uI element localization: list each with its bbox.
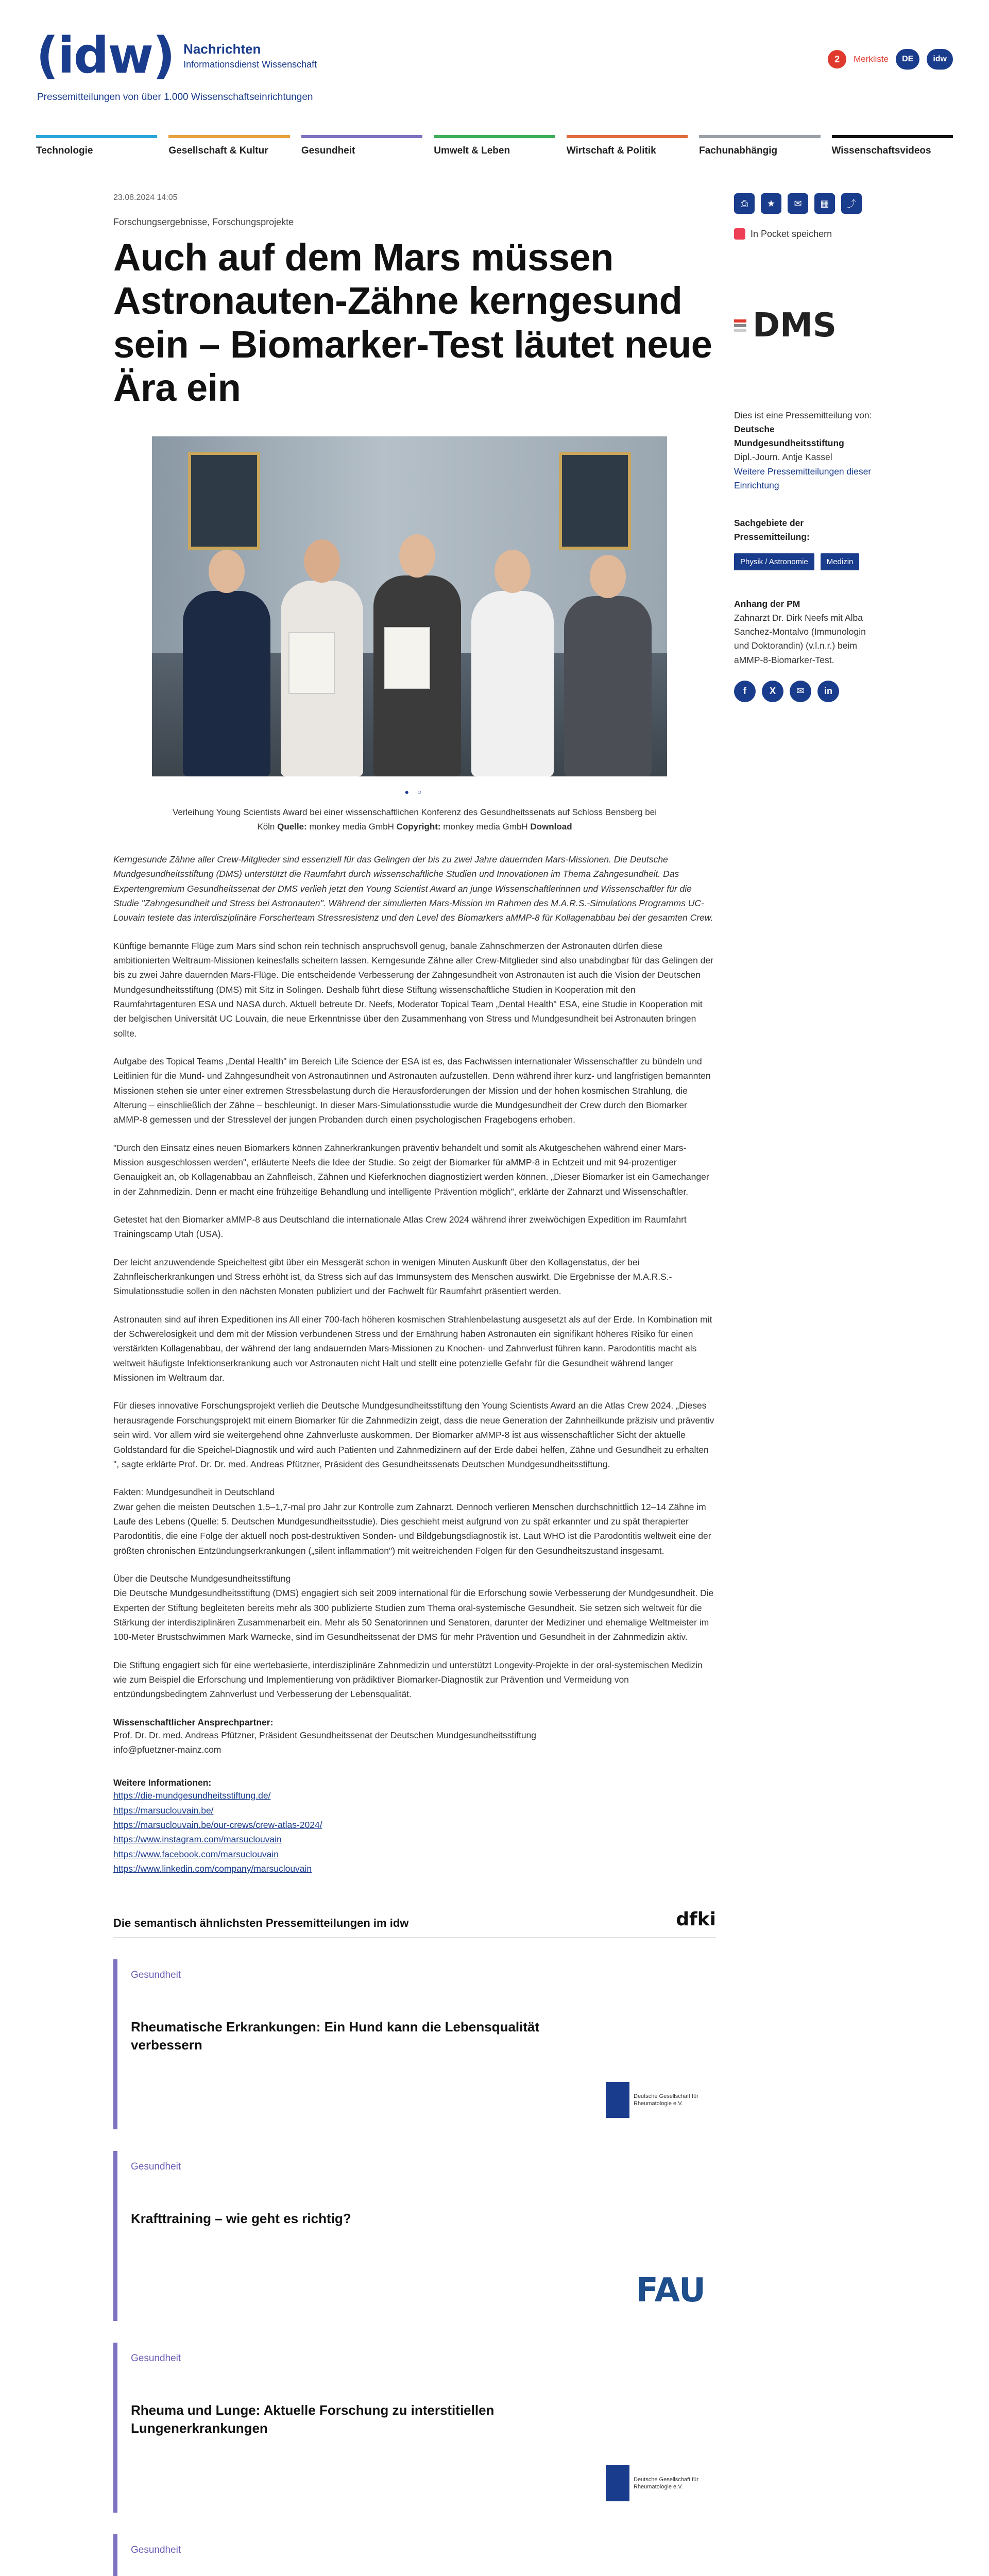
article: [113, 193, 716, 2576]
caption-source-label: Quelle:: [277, 821, 307, 832]
paragraph: "Durch den Einsatz eines neuen Biomarkers können Zahnerkrankungen präventiv behandelt und somit als Akutgeschehen während einer Mars-Mission ausgeschlossen werden", erläuterte Neefs die Idee der Studie. So zeigt der Biomarker für aMMP-8 in Echtzeit und mit 94-prozentiger Genauigkeit an, ob Kollagenabbau an Zahnfleisch, Zähnen und Kieferknochen diagnostiziert werden können. „Dieser Biomarker ist ein Gamechanger in der Zahnmedizin. Denn er macht eine frühzeitige Behandlung und intelligente Prävention möglich", erklärte der Zahnarzt und Wissenschaftler.: [113, 1142, 709, 1197]
x-icon[interactable]: X: [762, 681, 783, 702]
pocket-icon: [734, 228, 745, 240]
org-person: Dipl.-Journ. Antje Kassel: [734, 452, 832, 463]
print-icon[interactable]: ⎙: [734, 193, 755, 214]
caption-copyright: monkey media GmbH: [443, 821, 528, 832]
info-link[interactable]: https://www.facebook.com/marsuclouvain: [113, 1849, 279, 1859]
logo-subtitle: Informationsdienst Wissenschaft: [183, 59, 317, 70]
lead-paragraph: Kerngesunde Zähne aller Crew-Mitglieder sind essenziell für das Gelingen der bis zu zwei Jahre dauernden Mars-Missionen. Die Deutsche Mundgesundheitsstiftung (DMS) unterstützt die Raumfahrt durch wissenschaftliche Studien und Innovationen im Thema Zahngesundheit. Das Expertengremium Gesundheitssenat der DMS verlieh jetzt den Young Scientist Award an junge Wissenschaftlerinnen und Wissenschaftler für die Studie "Zahngesundheit und Stress bei Astronauten". Während der simulierten Mars-Mission im Rahmen des M.A.R.S.-Simulations Programms UC-Louvain testete das interdisziplinäre Forscherteam Stressresistenz und den Level des Biomarkers aMMP-8 für Kollagenabbau bei der gesamten Crew.: [113, 854, 713, 923]
bookmark-count-badge[interactable]: 2: [828, 50, 846, 69]
paragraph: Aufgabe des Topical Teams „Dental Health" im Bereich Life Science der ESA ist es, das Fachwissen internationaler Wissenschaftler zu bündeln und Leitlinien für die Mund- und Zahngesundheit von Astronautinnen und Astronauten aufzustellen. Denn während ihrer kurz- und langfristigen bemannten Missionen stehen sie unter einer extremen Stressbelastung durch die Herausforderungen der Mission und der hohen kosmischen Strahlung, die Alterung – einschließlich der Zähne – beschleunigt. In dieser Mars-Simulationsstudie wurde die Mundgesundheit der Crew durch den Biomarker aMMP-8 gemessen und der Stresslevel der jungen Probanden durch einen psychologischen Fragebogens erhoben.: [113, 1056, 711, 1125]
download-link[interactable]: Download: [530, 821, 572, 832]
related-title[interactable]: Rheumatische Erkrankungen: Ein Hund kann die Lebensqualität verbessern: [131, 2019, 540, 2053]
nav-umwelt[interactable]: [434, 135, 555, 166]
paragraph: Der leicht anzuwendende Speicheltest gibt über ein Messgerät schon in wenigen Minuten Auskunft über den Kollagenstatus, der bei Zahnfleischerkrankungen und Stress erhöht ist, da Stress sich auf das Immunsystem des Menschen auswirkt. Die Ergebnisse der M.A.R.S.-Simulationsstudie sollen in den nächsten Monaten publiziert und der Fachwelt für Raumfahrt präsentiert werden.: [113, 1257, 672, 1297]
language-button[interactable]: DE: [896, 49, 919, 70]
caption-copyright-label: Copyright:: [396, 821, 441, 832]
logo-mark: (idw): [36, 27, 175, 84]
paragraph: Getestet hat den Biomarker aMMP-8 aus Deutschland die internationale Atlas Crew 2024 während ihrer zweiwöchigen Expedition im Raumfahrt Trainingscamp Utah (USA).: [113, 1214, 687, 1240]
nav-label: Gesundheit: [301, 145, 355, 156]
logo-title: Nachrichten: [183, 41, 261, 57]
paragraph: Astronauten sind auf ihren Expeditionen ins All einer 700-fach höheren kosmischen Strahlenbelastung ausgesetzt als auf der Erde. In Kombination mit der Schwerelosigkeit und dem mit der Mission verbundenen Stress und der Ernährung haben Astronauten ein signifikant höheres Risiko für einen verstärkten Kollagenabbau, der während der lang andauernden Mars-Missionen zu Knochen- und Zahnverlust führen kann. Parodontitis macht als weltweit häufigste Infektionserkrankung auch vor Astronauten nicht Halt und stellt eine potenzielle Gefahr für die Gesundheit während langer Missionen im Weltraum dar.: [113, 1314, 712, 1383]
calendar-icon[interactable]: ▦: [814, 193, 835, 214]
nav-videos[interactable]: [832, 135, 953, 166]
nav-label: Wirtschaft & Politik: [566, 145, 656, 156]
related-item[interactable]: [113, 2343, 716, 2513]
related-category: Gesundheit: [131, 2545, 181, 2556]
info-link[interactable]: https://www.linkedin.com/company/marsuclouvain: [113, 1863, 312, 1874]
photo-caption: [113, 805, 716, 833]
related-category: Gesundheit: [131, 2161, 181, 2173]
related-item[interactable]: [113, 1959, 716, 2129]
related-category: Gesundheit: [131, 2353, 181, 2364]
attachment-label: Anhang der PM: [734, 599, 800, 609]
nav-technologie[interactable]: [36, 135, 157, 166]
paragraph: Die Stiftung engagiert sich für eine wertebasierte, interdisziplinäre Zahnmedizin und unterstützt Longevity-Projekte in der oral-systemischen Medizin wie zum Beispiel die Erforschung und Implementierung von prädiktiver Biomarker-Diagnostik zur Prävention und Vermeidung von entzündungsbedingtem Zahnverlust und Verbesserung der Lebensqualität.: [113, 1659, 703, 1700]
mail-share-icon[interactable]: ✉: [790, 681, 811, 702]
nav-gesundheit[interactable]: [301, 135, 422, 166]
related-title[interactable]: Rheuma und Lunge: Aktuelle Forschung zu interstitiellen Lungenerkrankungen: [131, 2402, 494, 2436]
facebook-icon[interactable]: f: [734, 681, 756, 702]
linkedin-icon[interactable]: in: [817, 681, 839, 702]
info-label: Weitere Informationen:: [113, 1777, 212, 1788]
facts-paragraph: Fakten: Mundgesundheit in Deutschland Zwar gehen die meisten Deutschen 1,5–1,7-mal pro Jahr zur Kontrolle zum Zahnarzt. Dennoch verlieren Menschen durchschnittlich 12–14 Zähne im Laufe des Lebens (Quelle: 5. Deutschen Mundgesundheitsstudie). Dies geschieht meist aufgrund von zu spät erkannter und zu spät therapierter Parodontitis, die eine Folge der aktuell noch post-destruktiven Sonden- und Bildgebungsdiagnostik ist. Laut WHO ist die Parodontitis weltweit eine der größten chronischen Entzündungserkrankungen („silent inflammation") mit weitreichenden Folgen für den Gesundheitszustand insgesamt.: [113, 1487, 711, 1556]
paragraph: Künftige bemannte Flüge zum Mars sind schon rein technisch anspruchsvoll genug, banale Zahnschmerzen der Astronauten dürfen diese ambitionierten Weltraum-Missionen keinesfalls scheitern lassen. Kerngesunde Zähne aller Crew-Mitglieder sind also unabdingbar für das Gelingen der bis zu zwei Jahre dauernden Mars-Flüge. Die entscheidende Verbesserung der Zahngesundheit von Astronauten ist auch die Vision der Deutschen Mundgesundheitsstiftung (DMS) mit Sitz in Solingen. Deshalb führt diese Stiftung wissenschaftliche Studien in Kooperation mit den Raumfahrtagenturen ESA und NASA durch. Aktuell betreute Dr. Neefs, Moderator Topical Team „Dental Health" ESA, eine Studie in Kooperation mit der belgischen Universität UC Louvain, die neue Erkenntnisse über den Zusammenhang von Stress und Mundgesundheit bei Astronauten bringen sollte.: [113, 940, 714, 1039]
contact-block: [113, 1717, 716, 1757]
caption-source: monkey media GmbH: [309, 821, 394, 832]
contact-email[interactable]: info@pfuetzner-mainz.com: [113, 1744, 221, 1755]
org-more-link[interactable]: Weitere Pressemitteilungen dieser Einrichtung: [734, 466, 872, 490]
dms-logo: DMS: [734, 307, 881, 345]
nav-label: Technologie: [36, 145, 93, 156]
site-header: [0, 0, 989, 139]
sidebar: [734, 193, 881, 702]
nav-wirtschaft[interactable]: [567, 135, 688, 166]
contact-name: Prof. Dr. Dr. med. Andreas Pfützner, Präsident Gesundheitssenat der Deutschen Mundgesundheitsstiftung: [113, 1730, 537, 1740]
subjects-label: Sachgebiete der Pressemitteilung:: [734, 517, 810, 542]
info-link[interactable]: https://marsuclouvain.be/our-crews/crew-atlas-2024/: [113, 1820, 322, 1831]
dgrh-logo: Deutsche Gesellschaft für Rheumatologie e.V.: [606, 2082, 706, 2118]
idw-logo[interactable]: [36, 27, 317, 84]
article-category: Forschungsergebnisse, Forschungsprojekte: [113, 217, 294, 227]
article-body: [113, 852, 716, 1702]
related-heading: Die semantisch ähnlichsten Pressemitteilungen im idw: [113, 1917, 409, 1930]
main-nav: [36, 135, 953, 166]
about-paragraph: Über die Deutsche Mundgesundheitsstiftung Die Deutsche Mundgesundheitsstiftung (DMS) engagiert sich seit 2009 international für die Erforschung sowie Verbesserung der Mundgesundheit. Die Experten der Stiftung begleiteten bereits mehr als 300 publizierte Studien zum Thema oral-systemische Gesundheit. Sie setzen sich weltweit für die Stärkung der interdisziplinären Zusammenarbeit ein. Mehr als 50 Senatorinnen und Senatoren, darunter der Mediziner und ehemalige Weltmeister im 100-Meter Brustschwimmen Mark Warnecke, sind im Gesundheitssenat der DMS für mehr Prävention und Gesundheit in der Zahnmedizin aktiv.: [113, 1573, 714, 1642]
bookmark-icon[interactable]: ★: [761, 193, 781, 214]
slider-dots[interactable]: ● ○: [404, 788, 425, 796]
pocket-label: In Pocket speichern: [751, 228, 832, 239]
info-block: [113, 1777, 716, 1876]
fau-logo: FAU: [636, 2272, 706, 2310]
article-photo[interactable]: [152, 436, 667, 776]
nav-label: Fachunabhängig: [699, 145, 778, 156]
org-intro: Dies ist eine Pressemitteilung von:: [734, 410, 872, 420]
bookmark-link[interactable]: Merkliste: [854, 54, 889, 64]
nav-fachunabhaengig[interactable]: [699, 135, 820, 166]
share-icon[interactable]: ⤴: [841, 193, 862, 214]
contact-label: Wissenschaftlicher Ansprechpartner:: [113, 1717, 274, 1727]
related-item[interactable]: [113, 2151, 716, 2321]
pocket-button[interactable]: [734, 228, 881, 240]
dfki-logo: dfki: [676, 1909, 716, 1930]
attachment-text[interactable]: Zahnarzt Dr. Dirk Neefs mit Alba Sanchez-Montalvo (Immunologin und Doktorandin) (v.l.n.r.) beim aMMP-8-Biomarker-Test.: [734, 613, 866, 665]
subject-chip[interactable]: Medizin: [821, 553, 860, 570]
nav-label: Gesellschaft & Kultur: [168, 145, 268, 156]
related-title[interactable]: Krafttraining – wie geht es richtig?: [131, 2211, 351, 2227]
info-link[interactable]: https://marsuclouvain.be/: [113, 1805, 214, 1816]
org-block: [734, 409, 881, 493]
article-date: 23.08.2024 14:05: [113, 193, 178, 202]
subject-chip[interactable]: Physik / Astronomie: [734, 553, 814, 570]
info-link[interactable]: https://www.instagram.com/marsuclouvain: [113, 1834, 282, 1845]
dgrh-logo: Deutsche Gesellschaft für Rheumatologie e.V.: [606, 2465, 706, 2501]
mail-icon[interactable]: ✉: [788, 193, 808, 214]
caption-text: Verleihung Young Scientists Award bei einer wissenschaftlichen Konferenz des Gesundheitssenats auf Schloss Bensberg bei Köln: [172, 807, 657, 832]
share-row: [734, 681, 881, 702]
info-link[interactable]: https://die-mundgesundheitsstiftung.de/: [113, 1790, 271, 1801]
subjects-block: [734, 516, 881, 570]
article-title: Auch auf dem Mars müssen Astronauten-Zähne kerngesund sein – Biomarker-Test läutet neue Ära ein: [113, 236, 712, 410]
attachment-block: [734, 597, 881, 667]
related-item[interactable]: [113, 2534, 716, 2576]
idw-menu-button[interactable]: idw: [927, 49, 953, 70]
nav-label: Umwelt & Leben: [434, 145, 510, 156]
org-name: Deutsche Mundgesundheitsstiftung: [734, 424, 844, 449]
related-category: Gesundheit: [131, 1970, 181, 1981]
nav-gesellschaft[interactable]: [168, 135, 289, 166]
paragraph: Für dieses innovative Forschungsprojekt verlieh die Deutsche Mundgesundheitsstiftung den Young Scientists Award an die Atlas Crew 2024. „Dieses herausragende Forschungsprojekt mit einem Biomarker für die Zahnmedizin zeigt, dass die neue Generation der Zahnheilkunde präzisiv und präventiv sein wird. Vor allem wird sie weitergehend ohne Zahnverluste auskommen. Der Biomarker aMMP-8 ist aus wissenschaftlicher Sicht der aktuelle Goldstandard für die Speichel-Diagnostik und wird auch Patienten und Zahnmedizinern auf der Erde dabei helfen, Zähne und Gesundheit zu erhalten ", sagte erklärte Prof. Dr. Dr. med. Andreas Pfützner, Präsident des Gesundheitssenats Deutschen Mundgesundheitsstiftung.: [113, 1400, 714, 1469]
tagline: Pressemitteilungen von über 1.000 Wissenschaftseinrichtungen: [37, 92, 313, 103]
related-header: [113, 1909, 716, 1938]
nav-label: Wissenschaftsvideos: [831, 145, 931, 156]
